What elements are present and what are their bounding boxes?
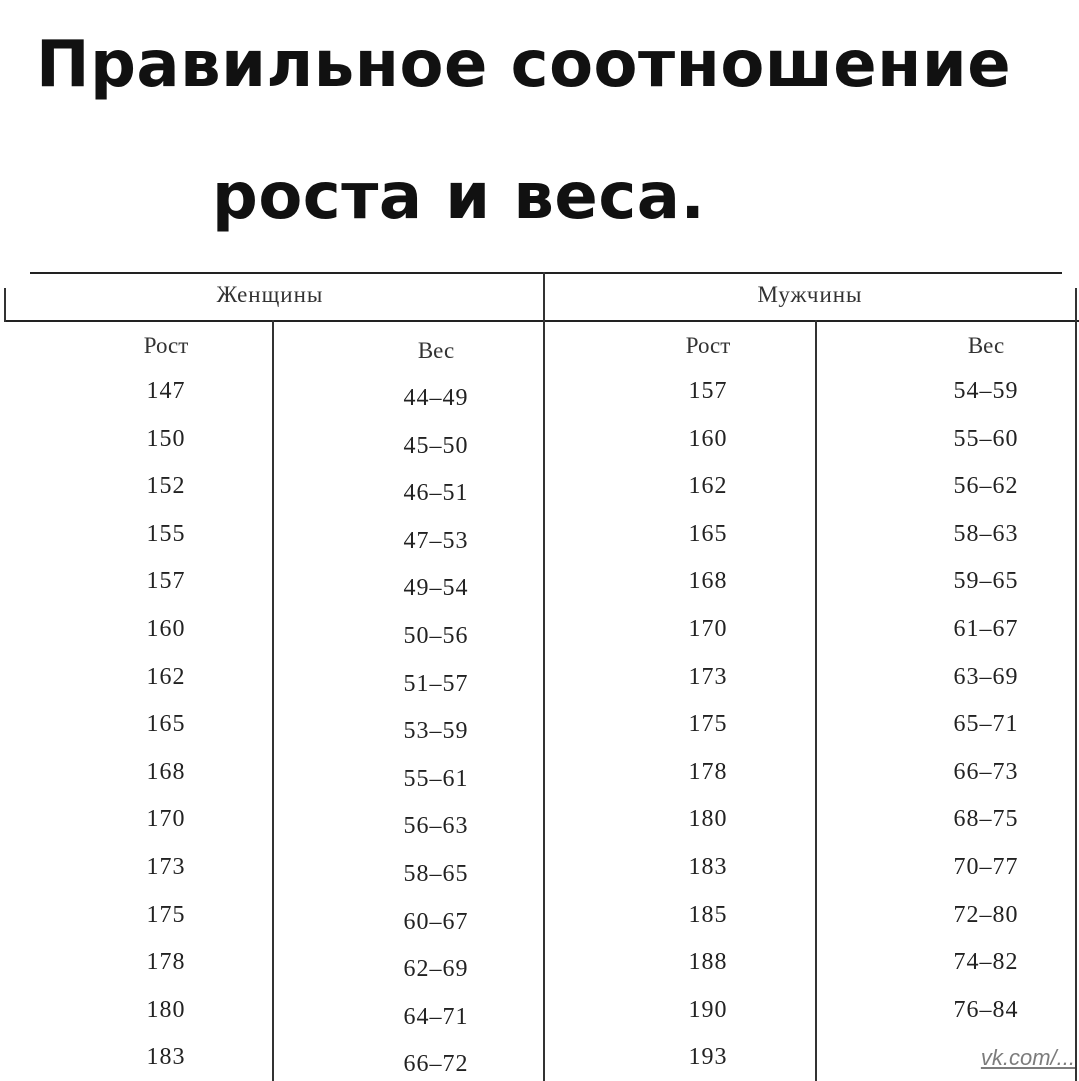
women-weight-cell: 49–54 [403, 575, 469, 601]
women-weight-cell: 55–61 [403, 766, 469, 792]
women-height-cell: 160 [146, 616, 186, 642]
men-height-cell: 160 [688, 426, 728, 452]
women-group-header: Женщины [216, 282, 324, 307]
women-height-cell: 183 [146, 1044, 186, 1070]
men-height-cell: 162 [688, 473, 728, 499]
header-rule [4, 320, 1079, 322]
men-height-cell: 173 [688, 664, 728, 690]
watermark: vk.com/... [980, 1045, 1075, 1070]
women-column-divider [272, 320, 274, 1081]
women-weight-cell: 50–56 [403, 623, 469, 649]
women-height-cell: 155 [146, 521, 186, 547]
men-height-cell: 175 [688, 711, 728, 737]
women-weight-cell: 44–49 [403, 385, 469, 411]
men-weight-cell: 54–59 [953, 378, 1019, 404]
women-height-cell: 178 [146, 949, 186, 975]
table-top-rule [30, 272, 1062, 274]
men-weight-cell: 65–71 [953, 711, 1019, 737]
men-weight-cell: 66–73 [953, 759, 1019, 785]
women-height-cell: 173 [146, 854, 186, 880]
men-weight-cell: 63–69 [953, 664, 1019, 690]
page-title-line-1: Правильное соотношение [36, 28, 1012, 102]
men-weight-cell: 56–62 [953, 473, 1019, 499]
women-height-cell: 170 [146, 806, 186, 832]
women-weight-header: Вес [417, 338, 455, 363]
women-weight-cell: 46–51 [403, 480, 469, 506]
men-weight-cell: 55–60 [953, 426, 1019, 452]
women-weight-cell: 51–57 [403, 671, 469, 697]
men-weight-cell: 59–65 [953, 568, 1019, 594]
men-height-cell: 178 [688, 759, 728, 785]
men-height-header: Рост [685, 333, 731, 358]
women-height-cell: 150 [146, 426, 186, 452]
men-height-cell: 180 [688, 806, 728, 832]
table-left-edge [4, 288, 6, 322]
women-weight-cell: 66–72 [403, 1051, 469, 1077]
men-weight-cell: 61–67 [953, 616, 1019, 642]
table-right-edge [1075, 288, 1077, 1081]
men-weight-cell: 70–77 [953, 854, 1019, 880]
men-height-cell: 188 [688, 949, 728, 975]
men-height-cell: 193 [688, 1044, 728, 1070]
women-weight-cell: 60–67 [403, 909, 469, 935]
women-height-cell: 168 [146, 759, 186, 785]
women-height-header: Рост [143, 333, 189, 358]
men-group-header: Мужчины [757, 282, 863, 307]
women-height-cell: 165 [146, 711, 186, 737]
men-weight-cell: 74–82 [953, 949, 1019, 975]
women-height-cell: 180 [146, 997, 186, 1023]
women-weight-cell: 62–69 [403, 956, 469, 982]
page-title-line-2: роста и веса. [212, 160, 706, 234]
men-height-cell: 168 [688, 568, 728, 594]
women-weight-cell: 56–63 [403, 813, 469, 839]
women-weight-cell: 47–53 [403, 528, 469, 554]
men-weight-header: Вес [967, 333, 1005, 358]
women-height-cell: 162 [146, 664, 186, 690]
women-weight-cell: 53–59 [403, 718, 469, 744]
men-height-cell: 183 [688, 854, 728, 880]
women-height-cell: 147 [146, 378, 186, 404]
men-weight-cell: 58–63 [953, 521, 1019, 547]
women-height-cell: 175 [146, 902, 186, 928]
men-height-cell: 185 [688, 902, 728, 928]
men-weight-cell: 76–84 [953, 997, 1019, 1023]
men-weight-cell: 72–80 [953, 902, 1019, 928]
group-divider [543, 272, 545, 1081]
men-weight-cell: 68–75 [953, 806, 1019, 832]
women-height-cell: 157 [146, 568, 186, 594]
women-weight-cell: 58–65 [403, 861, 469, 887]
women-weight-cell: 45–50 [403, 433, 469, 459]
men-height-cell: 170 [688, 616, 728, 642]
men-column-divider [815, 320, 817, 1081]
women-height-cell: 152 [146, 473, 186, 499]
men-height-cell: 157 [688, 378, 728, 404]
women-weight-cell: 64–71 [403, 1004, 469, 1030]
men-height-cell: 190 [688, 997, 728, 1023]
men-height-cell: 165 [688, 521, 728, 547]
